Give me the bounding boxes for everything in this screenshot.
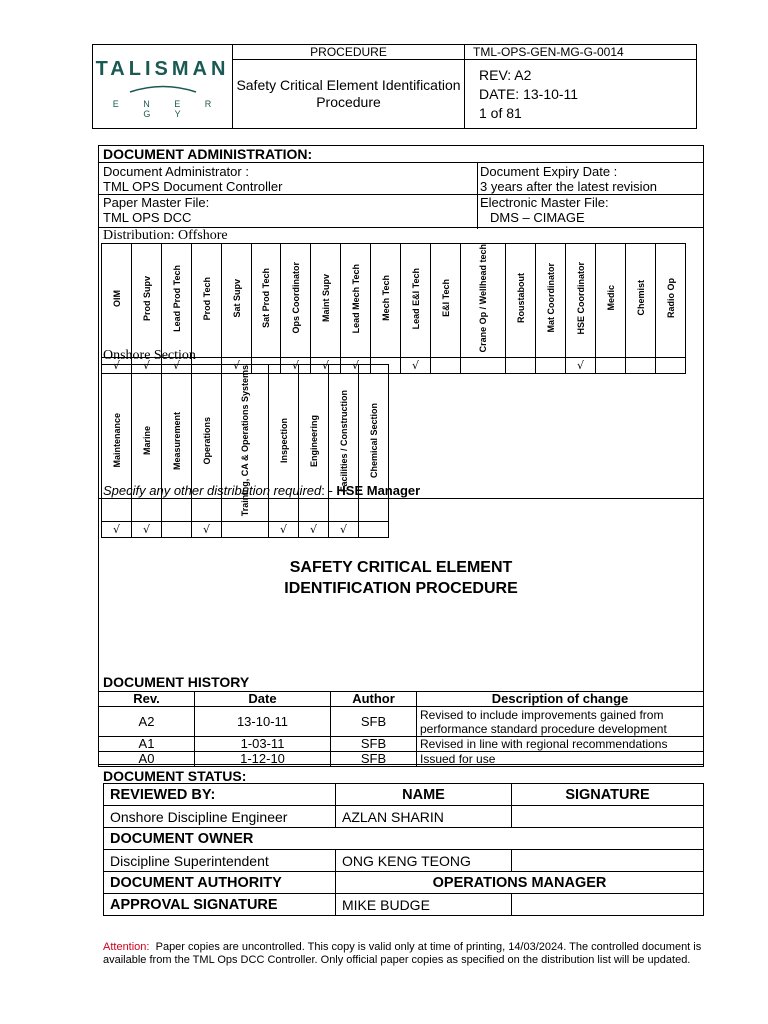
onshore-column-label: Operations <box>201 416 212 465</box>
procedure-label: PROCEDURE <box>233 45 465 60</box>
onshore-checkbox[interactable] <box>102 522 132 538</box>
history-author: SFB <box>331 737 417 752</box>
expiry-label: Document Expiry Date : <box>480 164 618 179</box>
document-title-line-2: IDENTIFICATION PROCEDURE <box>284 580 518 597</box>
check-mark-icon: √ <box>172 359 180 373</box>
admin-section-title: DOCUMENT ADMINISTRATION: <box>103 146 313 162</box>
offshore-column-header <box>371 244 401 358</box>
onshore-checkbox[interactable] <box>192 522 222 538</box>
check-mark-icon: √ <box>142 359 150 373</box>
offshore-column-label: Radio Op <box>665 278 676 319</box>
approval-signature-field[interactable] <box>512 894 704 916</box>
offshore-column-label: Maint Supv <box>320 274 331 323</box>
name-column-heading: NAME <box>336 784 512 806</box>
check-mark-icon: √ <box>112 359 120 373</box>
document-title-line-1: SAFETY CRITICAL ELEMENT <box>289 559 513 576</box>
history-author: SFB <box>331 707 417 737</box>
onshore-column-label: Marine <box>141 426 152 456</box>
offshore-column-label: Ops Coordinator <box>290 262 301 334</box>
onshore-column-label: Engineering <box>308 414 319 467</box>
status-title: DOCUMENT STATUS: <box>103 768 247 784</box>
offshore-column-header <box>252 244 281 358</box>
offshore-column-label: Mat Coordinator <box>545 263 556 333</box>
offshore-column-header <box>596 244 626 358</box>
offshore-column-label: Lead Mech Tech <box>350 263 361 333</box>
other-distribution <box>103 483 420 498</box>
onshore-checkbox[interactable] <box>269 522 299 538</box>
offshore-column-header <box>401 244 431 358</box>
offshore-checkbox[interactable] <box>401 358 431 374</box>
onshore-checkbox[interactable] <box>299 522 329 538</box>
paper-master-value: TML OPS DCC <box>103 210 192 225</box>
administrator-value: TML OPS Document Controller <box>103 179 283 194</box>
document-code: TML-OPS-GEN-MG-G-0014 <box>465 45 697 60</box>
logo-subtitle: E N E R G Y <box>112 99 223 119</box>
offshore-checkbox[interactable] <box>536 358 566 374</box>
onshore-column-label: Inspection <box>278 418 289 464</box>
onshore-checkbox[interactable] <box>359 522 389 538</box>
offshore-checkbox[interactable] <box>506 358 536 374</box>
offshore-column-label: Chemist <box>635 280 646 316</box>
offshore-column-label: Mech Tech <box>380 275 391 322</box>
owner-signature-field[interactable] <box>512 850 704 872</box>
offshore-column-header <box>566 244 596 358</box>
offshore-checkbox[interactable] <box>566 358 596 374</box>
check-mark-icon: √ <box>411 359 419 373</box>
document-authority-heading: DOCUMENT AUTHORITY <box>104 872 336 894</box>
onshore-checkbox[interactable] <box>132 522 162 538</box>
signature-column-heading: SIGNATURE <box>512 784 704 806</box>
check-mark-icon: √ <box>279 523 287 537</box>
onshore-column-label: Training, CA & Operations Systems <box>240 365 250 517</box>
offshore-checkbox[interactable] <box>431 358 461 374</box>
reviewer-signature-field[interactable] <box>512 806 704 828</box>
footer-notice <box>103 941 713 967</box>
document-administration <box>98 145 704 784</box>
history-header-row <box>99 692 704 707</box>
history-description: Revised in line with regional recommendations <box>417 737 704 752</box>
check-mark-icon: √ <box>309 523 317 537</box>
owner-role: Discipline Superintendent <box>104 850 336 872</box>
check-mark-icon: √ <box>576 359 584 373</box>
check-mark-icon: √ <box>321 359 329 373</box>
onshore-checkbox[interactable] <box>162 522 192 538</box>
administrator-label: Document Administrator : <box>103 164 249 179</box>
offshore-column-header <box>132 244 162 358</box>
page-number: 1 of 81 <box>479 104 522 121</box>
attention-label: Attention: <box>103 941 150 953</box>
history-title: DOCUMENT HISTORY <box>103 674 250 690</box>
history-rev: A1 <box>99 737 195 752</box>
offshore-column-header <box>102 244 132 358</box>
offshore-checkbox[interactable] <box>596 358 626 374</box>
offshore-column-header <box>536 244 566 358</box>
reviewer-name: AZLAN SHARIN <box>336 806 512 828</box>
history-author: SFB <box>331 752 417 767</box>
offshore-column-header <box>461 244 506 358</box>
revision-block <box>465 60 697 129</box>
reviewer-role: Onshore Discipline Engineer <box>104 806 336 828</box>
history-row <box>99 752 704 767</box>
reviewed-by-heading: REVIEWED BY: <box>104 784 336 806</box>
check-mark-icon: √ <box>339 523 347 537</box>
offshore-column-label: E&I Tech <box>440 279 451 318</box>
other-distribution-label: Specify any other distribution required <box>103 483 322 498</box>
offshore-checkbox[interactable] <box>656 358 686 374</box>
paper-master-label: Paper Master File: <box>103 195 210 210</box>
owner-name: ONG KENG TEONG <box>336 850 512 872</box>
other-distribution-separator: : - <box>321 483 337 498</box>
offshore-column-label: Lead Prod Tech <box>171 264 182 332</box>
expiry-value: 3 years after the latest revision <box>480 179 658 194</box>
history-col-date: Date <box>195 692 331 707</box>
offshore-column-header <box>506 244 536 358</box>
check-mark-icon: √ <box>232 359 240 373</box>
history-col-rev: Rev. <box>99 692 195 707</box>
offshore-column-label: OIM <box>111 289 122 307</box>
offshore-column-label: Sat Prod Tech <box>261 268 271 329</box>
onshore-column-label: Measurement <box>171 411 182 470</box>
onshore-distribution-grid <box>101 364 389 538</box>
history-rev: A2 <box>99 707 195 737</box>
document-owner-heading: DOCUMENT OWNER <box>104 828 704 850</box>
revision-date: DATE: 13-10-11 <box>479 85 579 102</box>
offshore-column-header <box>311 244 341 358</box>
history-description <box>417 707 704 737</box>
document-header <box>92 44 697 129</box>
revision: REV: A2 <box>479 66 532 83</box>
logo-wordmark: TALISMAN <box>95 58 230 80</box>
check-mark-icon: √ <box>142 523 150 537</box>
document-header-title: Safety Critical Element Identification Procedure <box>233 60 465 129</box>
offshore-column-label: Medic <box>605 285 616 311</box>
history-description: Issued for use <box>417 752 704 767</box>
onshore-column-label: Facilities / Construction <box>338 389 349 492</box>
approver-name: MIKE BUDGE <box>336 894 512 916</box>
footer-text: Paper copies are uncontrolled. This copy is valid only at time of printing, 14/03/2024. The controlled document is available from the TML Ops DCC Controller. Only official paper copies as specified on the distribution list will be updated. <box>103 941 702 966</box>
other-distribution-value: HSE Manager <box>336 483 421 498</box>
history-rev: A0 <box>99 752 195 767</box>
history-col-author: Author <box>331 692 417 707</box>
history-col-description: Description of change <box>417 692 704 707</box>
check-mark-icon: √ <box>202 523 210 537</box>
offshore-column-header <box>341 244 371 358</box>
onshore-checkbox[interactable] <box>222 522 269 538</box>
approval-signature-heading: APPROVAL SIGNATURE <box>104 894 336 916</box>
history-description-line: performance standard procedure development <box>420 721 667 736</box>
onshore-checkbox[interactable] <box>329 522 359 538</box>
offshore-column-header <box>222 244 252 358</box>
history-date: 1-03-11 <box>195 737 331 752</box>
offshore-column-header <box>431 244 461 358</box>
onshore-column-label: Maintenance <box>111 413 122 468</box>
electronic-master-value: DMS – CIMAGE <box>490 210 585 225</box>
document-status-table <box>103 783 704 916</box>
onshore-column-label: Chemical Section <box>368 403 379 479</box>
history-date: 13-10-11 <box>195 707 331 737</box>
document-history-table <box>98 691 704 767</box>
offshore-column-label: Lead E&I Tech <box>410 267 421 329</box>
check-mark-icon: √ <box>112 523 120 537</box>
check-mark-icon: √ <box>291 359 299 373</box>
offshore-checkbox[interactable] <box>626 358 656 374</box>
document-authority-value: OPERATIONS MANAGER <box>336 872 704 894</box>
logo-swoosh-icon <box>128 83 198 95</box>
offshore-column-label: Sat Supv <box>231 278 242 318</box>
offshore-column-header <box>626 244 656 358</box>
electronic-master-label: Electronic Master File: <box>480 195 609 210</box>
offshore-column-label: Roustabout <box>515 273 526 324</box>
offshore-column-label: Prod Supv <box>141 275 152 321</box>
history-row <box>99 707 704 737</box>
history-row <box>99 737 704 752</box>
distribution-offshore-label: Distribution: Offshore <box>103 228 228 243</box>
offshore-column-header <box>192 244 222 358</box>
onshore-section-label: Onshore Section <box>103 348 196 363</box>
offshore-column-header <box>281 244 311 358</box>
offshore-column-header <box>162 244 192 358</box>
offshore-column-label: Crane Op / Wellhead tech <box>478 244 488 353</box>
check-mark-icon: √ <box>351 359 359 373</box>
offshore-column-header <box>656 244 686 358</box>
company-logo <box>93 45 233 129</box>
offshore-column-label: HSE Coordinator <box>575 261 586 335</box>
history-date: 1-12-10 <box>195 752 331 767</box>
offshore-column-label: Prod Tech <box>201 276 212 320</box>
history-description-line: Revised to include improvements gained from <box>420 707 664 722</box>
offshore-checkbox[interactable] <box>461 358 506 374</box>
